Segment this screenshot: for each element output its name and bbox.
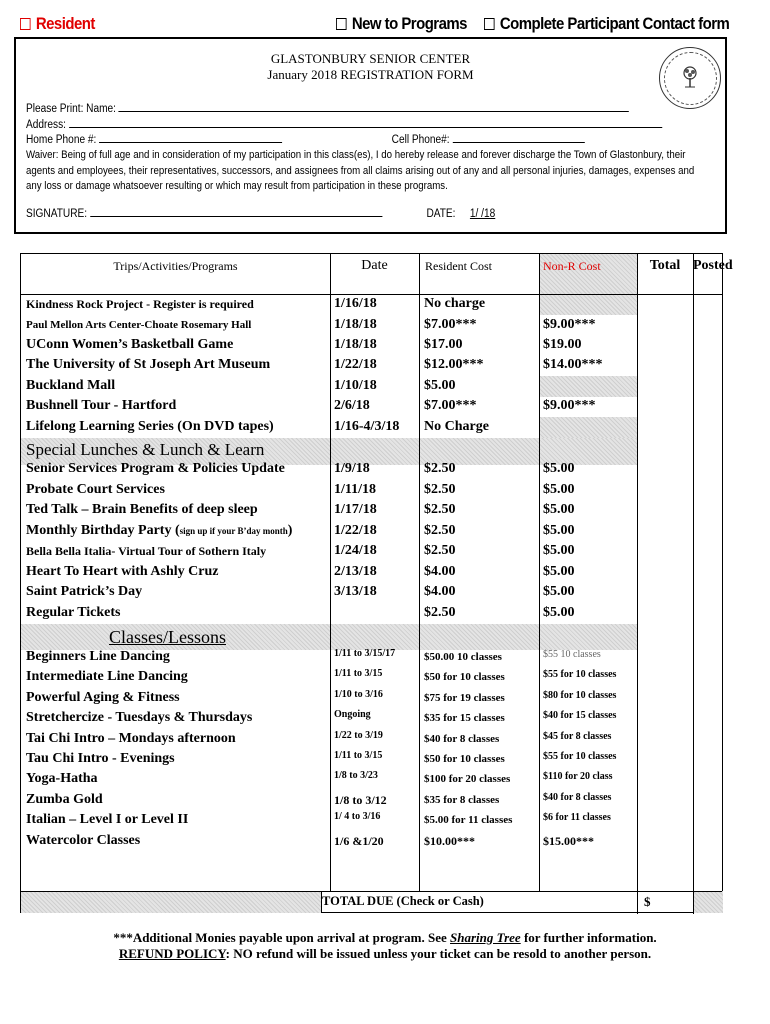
resident-cost: $10.00*** [424, 833, 475, 848]
sharing-tree-link[interactable]: Sharing Tree [450, 930, 521, 945]
program-table [20, 253, 733, 913]
resident-cost: $2.50 [424, 502, 456, 517]
program-date: 1/9/18 [334, 461, 370, 476]
signature-row [26, 206, 495, 220]
program-name-text: Probate Court Services [26, 481, 165, 497]
footer-note [0, 930, 770, 946]
program-name-text: The University of St Joseph Art Museum [26, 357, 271, 372]
program-name [26, 749, 175, 769]
resident-cost: $35 for 8 classes [424, 793, 500, 806]
program-name [26, 335, 233, 355]
program-name-text: Italian – Level I or Level II [26, 812, 189, 828]
resident-cost: $50 for 10 classes [424, 753, 505, 765]
program-date: 2/13/18 [334, 563, 377, 579]
program-name-text: Powerful Aging & Fitness [26, 689, 180, 705]
program-name [26, 500, 258, 520]
phone-row [26, 132, 584, 146]
program-date: 1/11 to 3/15 [334, 750, 383, 761]
nonres-cost: $5.00 [543, 502, 575, 517]
resident-cost: $50 for 10 classes [424, 671, 505, 684]
nonres-cost: $5.00 [543, 461, 575, 476]
program-date: 1/16-4/3/18 [334, 419, 400, 434]
program-name [26, 315, 251, 335]
resident-cost: $7.00*** [424, 317, 477, 332]
program-name-text: Buckland Mall [26, 378, 116, 393]
program-name-text: Tai Chi Intro – Mondays afternoon [26, 730, 236, 746]
program-date: 1/10/18 [334, 378, 377, 393]
program-name [26, 582, 142, 602]
nonres-shade-2 [539, 376, 637, 397]
total-right-shade [693, 891, 723, 913]
nonres-cost: $15.00*** [543, 833, 594, 848]
resident-cost: $35 for 15 classes [424, 712, 505, 725]
form-title: January 2018 REGISTRATION FORM [267, 67, 474, 82]
complete-contact-label: Complete Participant Contact form [499, 14, 730, 33]
program-name [26, 294, 254, 314]
program-date: Ongoing [334, 709, 371, 721]
nonres-cost: $110 for 20 class [543, 771, 613, 783]
registration-header [14, 37, 727, 234]
program-name [26, 729, 236, 749]
resident-cost: $17.00 [424, 337, 463, 352]
nonres-cost: $5.00 [543, 604, 575, 620]
program-name [26, 667, 188, 687]
refund-policy-text: : NO refund will be issued unless your ticket can be resold to another person. [225, 946, 652, 961]
date-field[interactable]: 1/ /18 [469, 208, 496, 220]
program-name-text: Heart To Heart with Ashly Cruz [26, 563, 219, 579]
nonres-cost: $40 for 8 classes [543, 791, 612, 803]
resident-cost: $2.50 [424, 481, 456, 497]
program-name-text: UConn Women’s Basketball Game [26, 337, 234, 352]
resident-cost: $100 for 20 classes [424, 773, 511, 786]
col-resident: Resident Cost [425, 259, 493, 273]
resident-checkbox[interactable] [20, 18, 31, 30]
program-name [26, 541, 266, 561]
org-name: GLASTONBURY SENIOR CENTER [270, 51, 471, 66]
cell-phone-label: Cell Phone#: [391, 134, 450, 146]
footer-note-b: for further information. [520, 930, 657, 945]
nonres-cost: $14.00*** [543, 357, 603, 372]
program-name [26, 355, 270, 375]
program-date: 1/22/18 [334, 357, 377, 372]
program-date: 1/8 to 3/23 [334, 770, 378, 782]
total-due-label: TOTAL DUE (Check or Cash) [322, 894, 484, 908]
signature-label: SIGNATURE: [26, 208, 88, 220]
program-date: 1/22 to 3/19 [334, 729, 383, 741]
program-name [26, 459, 285, 479]
nonres-cost: $5.00 [543, 543, 575, 558]
resident-cost: $7.00*** [424, 398, 477, 413]
nonres-cost: $55 10 classes [543, 649, 601, 660]
resident-cost: $2.50 [424, 604, 456, 620]
program-name [26, 480, 165, 500]
col-date: Date [361, 258, 388, 273]
cell-phone-field[interactable] [452, 132, 584, 143]
resident-cost: $4.00 [424, 563, 456, 579]
nonres-cost: $6 for 11 classes [543, 812, 611, 824]
program-name-text: Ted Talk – Brain Benefits of deep sleep [26, 502, 258, 517]
name-row [26, 101, 629, 115]
resident-cost: $2.50 [424, 543, 456, 558]
nonres-cost: $5.00 [543, 522, 575, 538]
program-date: 1/11/18 [334, 481, 377, 497]
program-name [26, 688, 180, 708]
resident-cost: No Charge [424, 419, 489, 434]
program-name-text: Yoga-Hatha [26, 771, 98, 787]
nonres-cost: $9.00*** [543, 317, 596, 332]
header-title [16, 51, 725, 83]
program-date: 1/11 to 3/15 [334, 668, 383, 680]
program-name-text: Bushnell Tour - Hartford [26, 398, 177, 413]
col-program: Trips/Activities/Programs [113, 259, 238, 273]
program-date: 1/24/18 [334, 543, 377, 558]
refund-policy [0, 946, 770, 962]
program-date: 1/6 &1/20 [334, 833, 384, 848]
resident-cost: $5.00 [424, 378, 456, 393]
col-nonres: Non-R Cost [543, 259, 601, 273]
program-name [26, 603, 121, 623]
address-label: Address: [26, 119, 66, 131]
col-total: Total [649, 258, 681, 273]
program-date: 1/16/18 [334, 296, 377, 311]
program-name [26, 831, 140, 851]
program-name-text: Bella Bella Italia- Virtual Tour of Sothern Italy [26, 544, 267, 558]
nonres-cost: $9.00*** [543, 398, 596, 413]
program-name-end: ) [287, 522, 293, 538]
nonres-shade-3 [539, 417, 637, 438]
program-name-text: Watercolor Classes [26, 832, 141, 848]
program-date: 1/ 4 to 3/16 [334, 811, 381, 823]
waiver-text: Waiver: Being of full age and in consideration of my participation in this class(es), I do hereby release and forever discharge the Town of Glastonbury, their agents and employees, their representatives, successors, and assignees from all claims arising out of any and all personal injuries, damages, expenses and any loss or damage whatsoever resulting or which may result from participation in these programs. [26, 149, 695, 192]
complete-contact-checkbox[interactable] [484, 18, 495, 30]
name-label: Please Print: Name: [26, 103, 116, 115]
nonres-cost: $80 for 10 classes [543, 689, 617, 701]
program-date: 1/22/18 [334, 522, 377, 538]
program-name [26, 769, 98, 789]
tree-icon [682, 66, 698, 88]
nonres-cost: $5.00 [543, 563, 575, 579]
program-name-text: Intermediate Line Dancing [26, 669, 188, 685]
nonres-cost: $19.00 [543, 337, 582, 352]
town-seal-icon [659, 47, 721, 109]
program-name [26, 562, 219, 582]
program-name [26, 521, 292, 541]
nonres-cost: $5.00 [543, 584, 575, 599]
resident-cost: $40 for 8 classes [424, 732, 500, 745]
nonres-shade-1 [539, 294, 637, 315]
new-to-programs-option[interactable] [336, 14, 467, 34]
program-date: 1/17/18 [334, 502, 377, 517]
program-name-text: Kindness Rock Project - Register is required [26, 297, 254, 311]
new-to-programs-label: New to Programs [351, 14, 467, 33]
classes-section-title: Classes/Lessons [109, 627, 226, 647]
nonres-cost: $45 for 8 classes [543, 730, 612, 742]
resident-cost: No charge [424, 296, 486, 311]
name-field[interactable] [119, 101, 629, 112]
program-name-text: Paul Mellon Arts Center-Choate Rosemary Hall [26, 319, 252, 331]
col-posted: Posted [693, 258, 733, 273]
program-date: 1/11 to 3/15/17 [334, 648, 396, 659]
resident-cost: $12.00*** [424, 357, 484, 372]
footer-note-a: ***Additional Monies payable upon arrival at program. See [113, 930, 451, 945]
date-label: DATE: [426, 208, 456, 220]
program-name-text: Monthly Birthday Party ( [26, 522, 180, 538]
complete-contact-option[interactable] [484, 14, 729, 34]
program-name [26, 417, 274, 437]
home-phone-field[interactable] [99, 132, 282, 143]
resident-cost: $2.50 [424, 522, 456, 538]
nonres-cost: $5.00 [543, 481, 575, 497]
program-name-text: Beginners Line Dancing [26, 649, 170, 664]
program-date: 1/18/18 [334, 317, 377, 332]
resident-option[interactable] [20, 14, 95, 34]
nonres-cost: $55 for 10 classes [543, 751, 617, 762]
lunch-section-title: Special Lunches & Lunch & Learn [26, 440, 265, 459]
program-name [26, 376, 115, 396]
home-phone-label: Home Phone #: [26, 134, 97, 146]
program-name [26, 810, 188, 830]
program-date: 1/18/18 [334, 337, 377, 352]
resident-cost: $50.00 10 classes [424, 651, 502, 663]
program-name-text: Stretchercize - Tuesdays & Thursdays [26, 710, 253, 726]
address-row [26, 117, 662, 131]
program-name-text: Tau Chi Intro - Evenings [26, 751, 175, 766]
program-date: 2/6/18 [334, 398, 370, 413]
total-left-shade [21, 891, 321, 913]
nonres-cost: $40 for 15 classes [543, 710, 617, 722]
nonres-cost: $55 for 10 classes [543, 669, 617, 681]
resident-cost: $2.50 [424, 461, 456, 476]
program-name-text: Lifelong Learning Series (On DVD tapes) [26, 419, 274, 434]
program-name-text: Regular Tickets [26, 604, 121, 620]
program-name [26, 647, 170, 667]
program-name [26, 790, 103, 810]
program-name-text: Saint Patrick’s Day [26, 584, 143, 599]
new-to-programs-checkbox[interactable] [336, 18, 347, 30]
program-date: 1/10 to 3/16 [334, 688, 383, 700]
program-date: 3/13/18 [334, 584, 377, 599]
resident-cost: $4.00 [424, 584, 456, 599]
program-name [26, 708, 252, 728]
address-field[interactable] [69, 117, 662, 128]
program-name-note: sign up if your B’day month [179, 525, 288, 536]
total-due-amount[interactable]: $ [644, 894, 651, 909]
resident-cost: $75 for 19 classes [424, 691, 505, 704]
refund-policy-label: REFUND POLICY [118, 946, 226, 961]
program-name-text: Zumba Gold [26, 791, 103, 807]
signature-field[interactable] [90, 206, 382, 217]
program-name-text: Senior Services Program & Policies Update [26, 461, 285, 476]
program-name [26, 396, 176, 416]
resident-label: Resident [35, 14, 95, 33]
resident-cost: $5.00 for 11 classes [424, 814, 513, 827]
program-date: 1/8 to 3/12 [334, 792, 387, 807]
